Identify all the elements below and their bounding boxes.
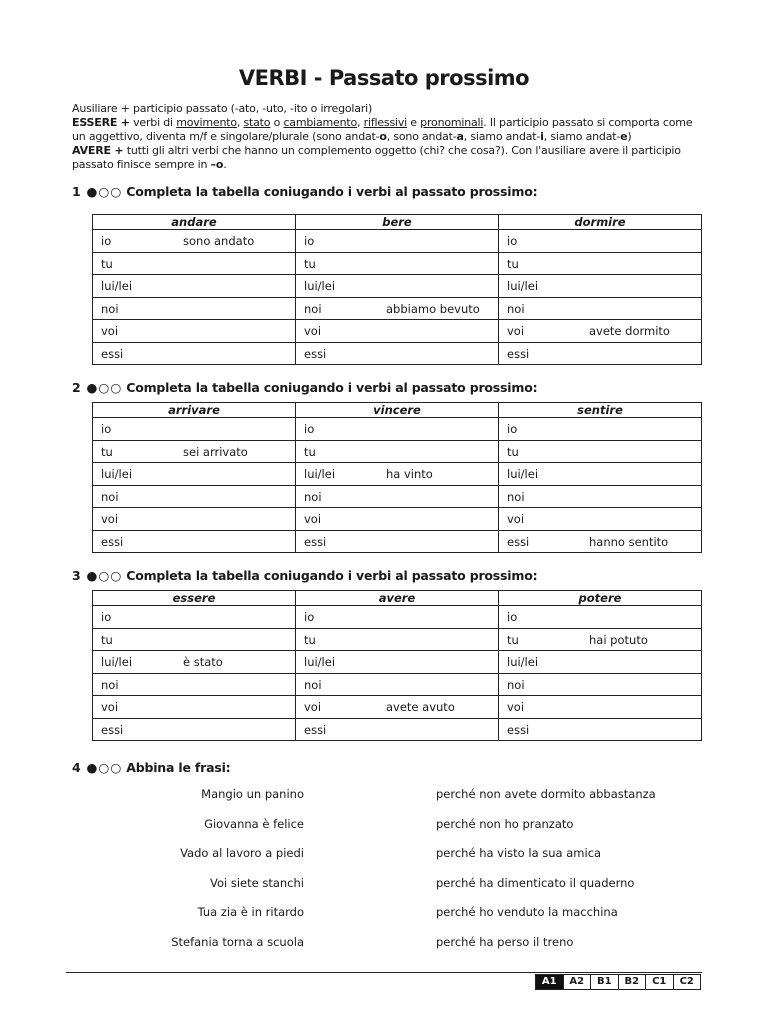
verb-column-header: dormire <box>499 215 702 230</box>
pronoun-label: noi <box>304 677 322 692</box>
table-row <box>93 606 702 629</box>
table-header-row <box>93 215 702 230</box>
page-title: VERBI - Passato prossimo <box>238 66 530 90</box>
answer-cell[interactable] <box>93 530 296 553</box>
answer-cell[interactable] <box>93 418 296 441</box>
pronoun-label: voi <box>507 700 525 714</box>
exercise-number: 1 <box>72 184 81 199</box>
answer-cell[interactable] <box>499 440 702 463</box>
answer-cell[interactable] <box>93 651 296 674</box>
pronoun-label: tu <box>304 632 316 647</box>
verb-column-header: bere <box>296 215 499 230</box>
example-answer: avete dormito <box>589 324 670 338</box>
pronoun-label: voi <box>101 512 119 526</box>
pronoun-label: lui/lei <box>304 279 336 293</box>
answer-cell[interactable] <box>296 718 499 741</box>
table-row <box>93 418 702 441</box>
answer-cell[interactable] <box>296 628 499 651</box>
answer-cell[interactable] <box>499 508 702 531</box>
pronoun-label: essi <box>507 722 530 737</box>
answer-cell[interactable] <box>93 440 296 463</box>
verb-column-header: sentire <box>499 403 702 418</box>
matching-left-item[interactable]: Stefania torna a scuola <box>171 934 304 949</box>
answer-cell[interactable] <box>93 297 296 320</box>
table-row <box>93 440 702 463</box>
example-answer: sei arrivato <box>183 444 248 459</box>
answer-cell[interactable] <box>499 530 702 553</box>
table-row <box>93 651 702 674</box>
table-row <box>93 485 702 508</box>
answer-cell[interactable] <box>93 606 296 629</box>
level-badge-b2: B2 <box>618 974 647 990</box>
conjugation-table-1 <box>92 214 702 365</box>
answer-cell[interactable] <box>296 530 499 553</box>
conjugation-table-3 <box>92 590 702 741</box>
exercise-number: 3 <box>72 568 81 583</box>
answer-cell[interactable] <box>296 297 499 320</box>
exercise-number: 2 <box>72 380 81 395</box>
footer-divider <box>66 972 702 973</box>
pronoun-label: io <box>507 610 518 624</box>
pronoun-label: noi <box>101 677 119 692</box>
answer-cell[interactable] <box>296 606 499 629</box>
difficulty-dots: ●○○ <box>86 184 123 199</box>
intro-essere: ESSERE + verbi di movimento, stato o cambiamento, riflessivi e pronominali. Il participio passato si comporta come un aggettivo, diventa m/f e singolare/plurale (sono andat-o, sono andat-a, siamo andat-i, siamo andat-e) <box>72 116 693 143</box>
answer-cell[interactable] <box>296 463 499 486</box>
pronoun-label: essi <box>507 346 530 361</box>
pronoun-label: io <box>101 234 112 248</box>
matching-left-item[interactable]: Mangio un panino <box>201 787 304 801</box>
table-row <box>93 696 702 719</box>
table-row <box>93 297 702 320</box>
exercise-instruction: Completa la tabella coniugando i verbi al passato prossimo: <box>126 568 538 583</box>
pronoun-label: voi <box>101 700 119 714</box>
exercise-instruction: Abbina le frasi: <box>126 760 231 775</box>
table-row <box>93 342 702 365</box>
matching-right-item[interactable]: perché ha visto la sua amica <box>436 846 602 860</box>
pronoun-label: lui/lei <box>507 279 539 293</box>
answer-cell[interactable] <box>499 696 702 719</box>
exercise-2-heading <box>72 380 537 395</box>
intro-text <box>72 102 702 172</box>
answer-cell[interactable] <box>93 320 296 343</box>
answer-cell[interactable] <box>296 440 499 463</box>
pronoun-label: noi <box>507 489 525 504</box>
answer-cell[interactable] <box>93 485 296 508</box>
answer-cell[interactable] <box>296 673 499 696</box>
answer-cell[interactable] <box>499 718 702 741</box>
table-row <box>93 463 702 486</box>
matching-right-item[interactable]: perché ha dimenticato il quaderno <box>436 875 635 890</box>
table-row <box>93 230 702 253</box>
answer-cell[interactable] <box>499 673 702 696</box>
answer-cell[interactable] <box>296 696 499 719</box>
exercise-instruction: Completa la tabella coniugando i verbi al passato prossimo: <box>126 380 538 395</box>
answer-cell[interactable] <box>296 230 499 253</box>
answer-cell[interactable] <box>499 418 702 441</box>
answer-cell[interactable] <box>296 275 499 298</box>
answer-cell[interactable] <box>93 628 296 651</box>
pronoun-label: lui/lei <box>304 467 336 481</box>
answer-cell[interactable] <box>296 508 499 531</box>
pronoun-label: lui/lei <box>101 655 133 669</box>
answer-cell[interactable] <box>93 696 296 719</box>
answer-cell[interactable] <box>499 628 702 651</box>
matching-left-item[interactable]: Vado al lavoro a piedi <box>180 846 304 860</box>
pronoun-label: tu <box>507 256 519 271</box>
answer-cell[interactable] <box>296 418 499 441</box>
answer-cell[interactable] <box>93 275 296 298</box>
answer-cell[interactable] <box>296 342 499 365</box>
table-header-row <box>93 591 702 606</box>
pronoun-label: voi <box>507 324 525 338</box>
answer-cell[interactable] <box>93 718 296 741</box>
answer-cell[interactable] <box>296 320 499 343</box>
pronoun-label: voi <box>101 324 119 338</box>
table-row <box>93 275 702 298</box>
level-badge-b1: B1 <box>590 974 619 990</box>
pronoun-label: lui/lei <box>507 467 539 481</box>
answer-cell[interactable] <box>499 463 702 486</box>
exercise-1-heading <box>72 184 537 199</box>
difficulty-dots: ●○○ <box>86 568 123 583</box>
matching-right-item[interactable]: perché ha perso il treno <box>436 934 574 949</box>
answer-cell[interactable] <box>93 342 296 365</box>
conjugation-table-2 <box>92 402 702 553</box>
table-header-row <box>93 403 702 418</box>
answer-cell[interactable] <box>93 252 296 275</box>
example-answer: avete avuto <box>386 700 455 714</box>
pronoun-label: tu <box>101 444 113 459</box>
verb-column-header: avere <box>296 591 499 606</box>
answer-cell[interactable] <box>499 320 702 343</box>
example-answer: abbiamo bevuto <box>386 301 480 316</box>
pronoun-label: io <box>304 610 315 624</box>
answer-cell[interactable] <box>499 342 702 365</box>
pronoun-label: essi <box>101 346 124 361</box>
answer-cell[interactable] <box>296 485 499 508</box>
answer-cell[interactable] <box>93 673 296 696</box>
answer-cell[interactable] <box>296 252 499 275</box>
example-answer: ha vinto <box>386 467 433 481</box>
pronoun-label: voi <box>507 512 525 526</box>
pronoun-label: lui/lei <box>507 655 539 669</box>
difficulty-dots: ●○○ <box>86 380 123 395</box>
table-row <box>93 530 702 553</box>
matching-right-item[interactable]: perché non ho pranzato <box>436 816 574 831</box>
difficulty-dots: ●○○ <box>86 760 123 775</box>
pronoun-label: io <box>101 422 112 436</box>
pronoun-label: noi <box>101 489 119 504</box>
answer-cell[interactable] <box>93 230 296 253</box>
answer-cell[interactable] <box>499 275 702 298</box>
level-badge-a2: A2 <box>563 974 592 990</box>
pronoun-label: essi <box>101 534 124 549</box>
pronoun-label: tu <box>101 256 113 271</box>
pronoun-label: io <box>304 422 315 436</box>
table-row <box>93 628 702 651</box>
pronoun-label: voi <box>304 324 322 338</box>
answer-cell[interactable] <box>296 651 499 674</box>
pronoun-label: lui/lei <box>101 467 133 481</box>
table-row <box>93 673 702 696</box>
matching-left-item[interactable]: Tua zia è in ritardo <box>197 905 304 919</box>
pronoun-label: noi <box>304 301 322 316</box>
matching-left-item[interactable]: Voi siete stanchi <box>209 875 304 890</box>
matching-left-item[interactable]: Giovanna è felice <box>204 816 304 831</box>
answer-cell[interactable] <box>499 297 702 320</box>
intro-line-1: Ausiliare + participio passato (-ato, -uto, -ito o irregolari) <box>72 102 373 115</box>
intro-avere: AVERE + tutti gli altri verbi che hanno un complemento oggetto (chi? che cosa?). Con l'ausiliare avere il participio passato finisce sempre in –o. <box>72 144 681 171</box>
pronoun-label: voi <box>304 700 322 714</box>
exercise-4-heading <box>72 760 230 775</box>
pronoun-label: essi <box>304 346 327 361</box>
level-badge-c1: C1 <box>645 974 674 990</box>
pronoun-label: tu <box>507 632 519 647</box>
verb-column-header: vincere <box>296 403 499 418</box>
answer-cell[interactable] <box>499 230 702 253</box>
level-badge-c2: C2 <box>673 974 702 990</box>
answer-cell[interactable] <box>499 651 702 674</box>
pronoun-label: voi <box>304 512 322 526</box>
pronoun-label: io <box>101 610 112 624</box>
pronoun-label: tu <box>507 444 519 459</box>
pronoun-label: noi <box>507 301 525 316</box>
pronoun-label: essi <box>101 722 124 737</box>
pronoun-label: noi <box>507 677 525 692</box>
pronoun-label: io <box>304 234 315 248</box>
pronoun-label: noi <box>101 301 119 316</box>
example-answer: hanno sentito <box>589 534 669 549</box>
level-indicator <box>536 974 701 990</box>
matching-right-column <box>436 787 706 957</box>
verb-column-header: potere <box>499 591 702 606</box>
matching-right-item[interactable]: perché non avete dormito abbastanza <box>436 787 656 801</box>
level-badge-a1: A1 <box>535 974 564 990</box>
answer-cell[interactable] <box>499 606 702 629</box>
pronoun-label: essi <box>507 534 530 549</box>
table-row <box>93 718 702 741</box>
pronoun-label: io <box>507 422 518 436</box>
verb-column-header: arrivare <box>93 403 296 418</box>
exercise-number: 4 <box>72 760 81 775</box>
answer-cell[interactable] <box>499 252 702 275</box>
pronoun-label: essi <box>304 534 327 549</box>
table-row <box>93 320 702 343</box>
matching-left-column <box>0 787 304 957</box>
table-row <box>93 508 702 531</box>
answer-cell[interactable] <box>93 508 296 531</box>
verb-column-header: andare <box>93 215 296 230</box>
example-answer: hai potuto <box>589 632 648 647</box>
pronoun-label: tu <box>304 256 316 271</box>
answer-cell[interactable] <box>93 463 296 486</box>
pronoun-label: io <box>507 234 518 248</box>
example-answer: è stato <box>183 655 223 669</box>
pronoun-label: tu <box>304 444 316 459</box>
pronoun-label: noi <box>304 489 322 504</box>
example-answer: sono andato <box>183 234 255 248</box>
answer-cell[interactable] <box>499 485 702 508</box>
matching-right-item[interactable]: perché ho venduto la macchina <box>436 905 618 919</box>
exercise-instruction: Completa la tabella coniugando i verbi al passato prossimo: <box>126 184 538 199</box>
table-row <box>93 252 702 275</box>
pronoun-label: lui/lei <box>101 279 133 293</box>
pronoun-label: essi <box>304 722 327 737</box>
pronoun-label: tu <box>101 632 113 647</box>
pronoun-label: lui/lei <box>304 655 336 669</box>
exercise-3-heading <box>72 568 537 583</box>
verb-column-header: essere <box>93 591 296 606</box>
